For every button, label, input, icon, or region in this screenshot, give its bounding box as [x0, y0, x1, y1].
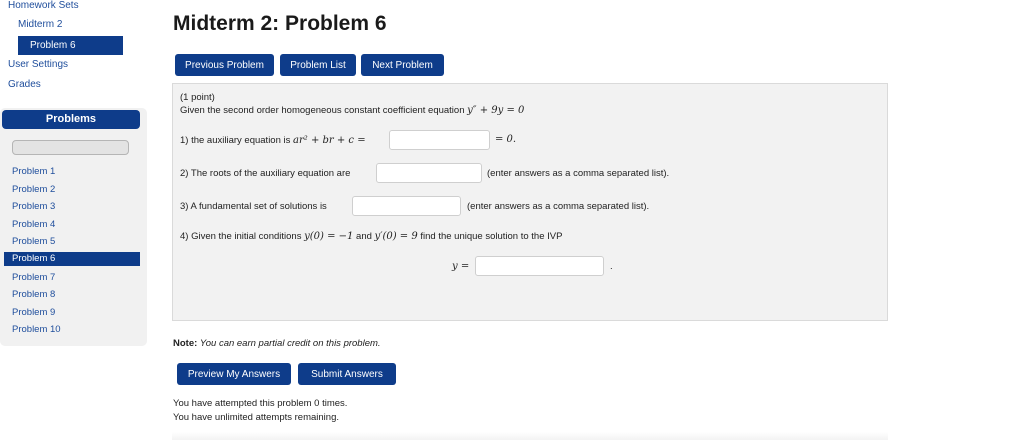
nav-grades[interactable]: Grades [8, 79, 41, 90]
part4-y-label: y = [452, 261, 470, 272]
part1-suffix: = 0. [495, 134, 517, 145]
problem-list-item[interactable]: Problem 3 [12, 201, 56, 213]
part3-hint: (enter answers as a comma separated list). [467, 201, 650, 212]
attempts-status: You have attempted this problem 0 times. [173, 398, 348, 409]
nav-homework-sets[interactable]: Homework Sets [8, 0, 79, 11]
submit-answers-button[interactable]: Submit Answers [298, 363, 396, 385]
previous-problem-button[interactable]: Previous Problem [175, 54, 274, 76]
part2-answer-input[interactable] [376, 163, 482, 183]
part1-label-line [180, 135, 366, 146]
part4-label-b: find the unique solution to the IVP [420, 231, 563, 242]
nav-current-problem[interactable]: Problem 6 [18, 36, 123, 55]
preview-answers-button[interactable]: Preview My Answers [177, 363, 291, 385]
problem-list-item[interactable]: Problem 9 [12, 306, 56, 318]
part3-answer-input[interactable] [352, 196, 461, 216]
part3-label: 3) A fundamental set of solutions is [180, 201, 327, 212]
problem-intro [180, 105, 524, 116]
next-problem-button[interactable]: Next Problem [361, 54, 444, 76]
partial-credit-note [173, 338, 381, 349]
problems-panel-header: Problems [2, 110, 140, 129]
problem-list-item[interactable]: Problem 6 [4, 252, 140, 266]
part4-period: . [610, 261, 613, 272]
bottom-shadow [172, 432, 888, 440]
part2-label: 2) The roots of the auxiliary equation are [180, 168, 351, 179]
part4-and: and [356, 231, 372, 242]
problem-equation: y″ + 9y = 0 [467, 105, 525, 116]
problem-list-item[interactable]: Problem 4 [12, 218, 56, 230]
part1-answer-input[interactable] [389, 130, 490, 150]
part4-label-a: 4) Given the initial conditions [180, 231, 302, 242]
part4-label-line [180, 231, 562, 242]
progress-bar [12, 140, 129, 155]
part4-condition-2: y′(0) = 9 [374, 231, 418, 242]
nav-set-midterm-2[interactable]: Midterm 2 [18, 19, 63, 30]
problem-list-item[interactable]: Problem 2 [12, 183, 56, 195]
note-text: You can earn partial credit on this problem. [199, 338, 381, 349]
part1-expression: ar² + br + c = [293, 135, 366, 146]
problem-points: (1 point) [180, 92, 215, 103]
problem-list-button[interactable]: Problem List [280, 54, 356, 76]
part4-answer-input[interactable] [475, 256, 604, 276]
nav-user-settings[interactable]: User Settings [8, 59, 69, 70]
problem-list-item[interactable]: Problem 8 [12, 289, 56, 301]
problem-list-item[interactable]: Problem 5 [12, 236, 56, 248]
part2-hint: (enter answers as a comma separated list). [487, 168, 670, 179]
problem-intro-text: Given the second order homogeneous constant coefficient equation [180, 105, 465, 116]
part4-condition-1: y(0) = −1 [304, 231, 354, 242]
page-title: Midterm 2: Problem 6 [173, 12, 387, 35]
problem-list-item[interactable]: Problem 10 [12, 324, 61, 336]
problem-list-item[interactable]: Problem 1 [12, 166, 56, 177]
part1-label: 1) the auxiliary equation is [180, 135, 291, 146]
note-label: Note: [173, 338, 198, 349]
attempts-remaining: You have unlimited attempts remaining. [173, 412, 339, 423]
problem-list-item[interactable]: Problem 7 [12, 271, 56, 283]
